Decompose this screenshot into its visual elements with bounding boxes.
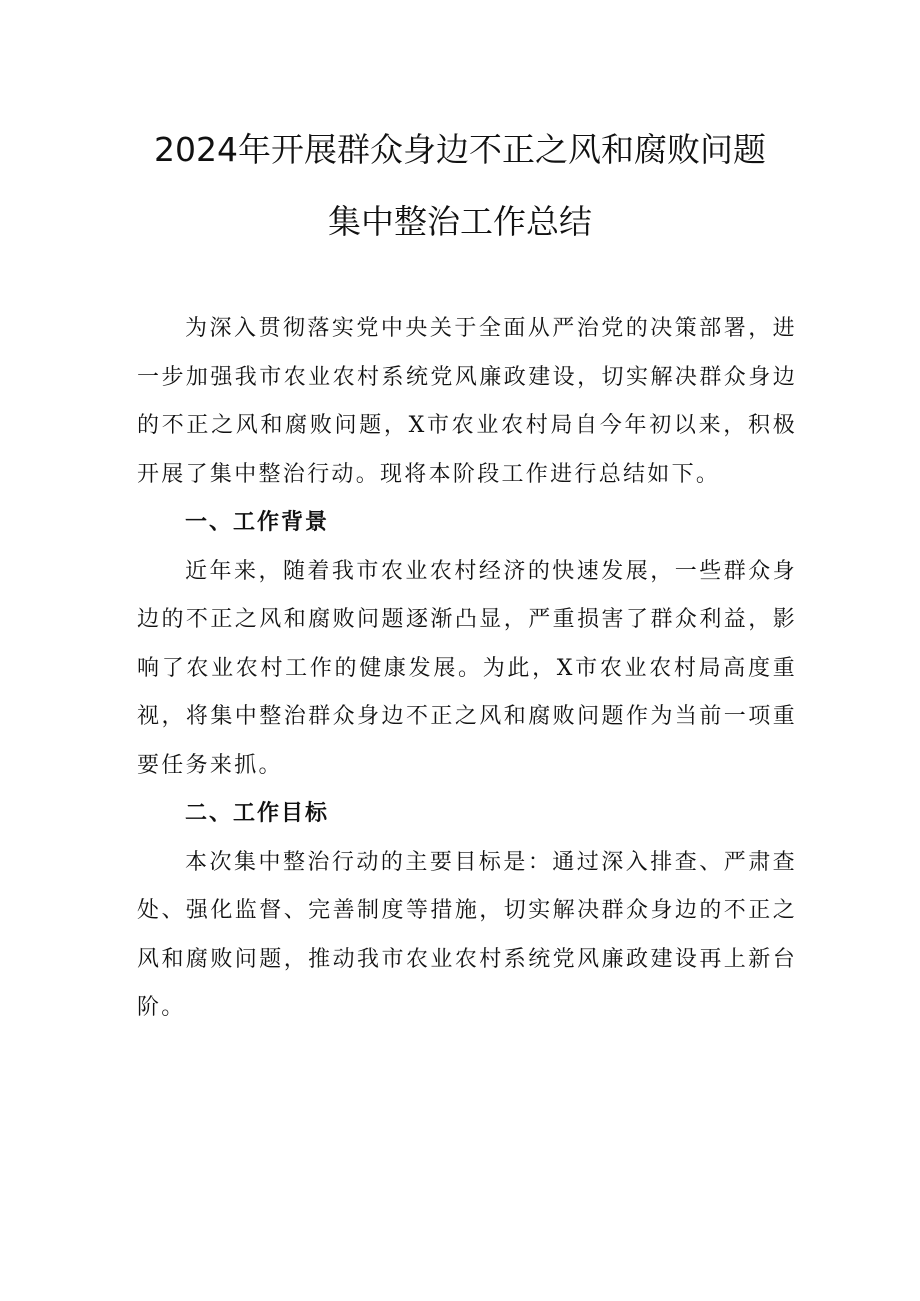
document-title-line-2: 集中整治工作总结 — [328, 202, 592, 241]
section-2-paragraph: 本次集中整治行动的主要目标是：通过深入排查、严肃查处、强化监督、完善制度等措施，切实解决群众身边的不正之风和腐败问题，推动我市农业农村系统党风廉政建设再上新台阶。 — [137, 849, 797, 1020]
section-1-heading: 一、工作背景 — [185, 510, 330, 535]
section-2-heading: 二、工作目标 — [185, 801, 330, 826]
intro-paragraph: 为深入贯彻落实党中央关于全面从严治党的决策部署，进一步加强我市农业农村系统党风廉政建设，切实解决群众身边的不正之风和腐败问题，X市农业农村局自今年初以来，积极开展了集中整治行动。现将本阶段工作进行总结如下。 — [137, 316, 797, 487]
document-title-line-1: 2024年开展群众身边不正之风和腐败问题 — [154, 130, 766, 169]
section-1-paragraph: 近年来，随着我市农业农村经济的快速发展，一些群众身边的不正之风和腐败问题逐渐凸显，严重损害了群众利益，影响了农业农村工作的健康发展。为此，X市农业农村局高度重视，将集中整治群众身边不正之风和腐败问题作为当前一项重要任务来抓。 — [137, 558, 797, 778]
document-body — [137, 305, 797, 1033]
